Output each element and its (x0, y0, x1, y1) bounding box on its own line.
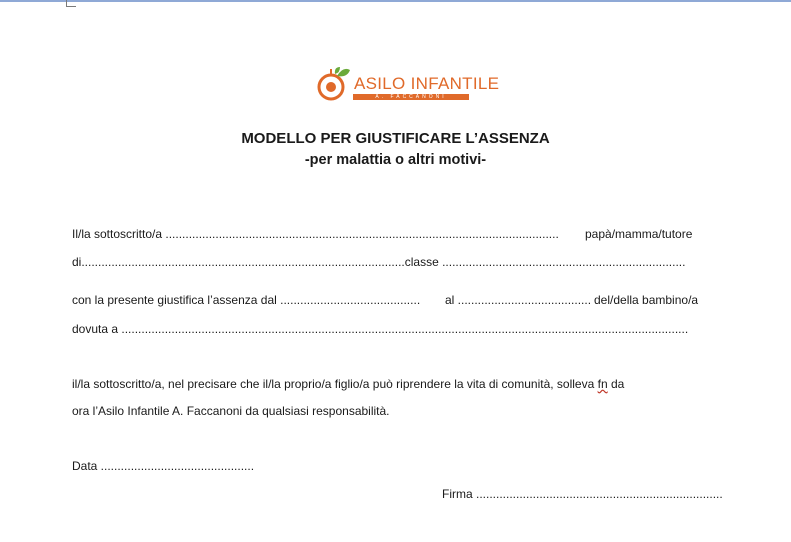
logo-name: ASILO INFANTILE (354, 74, 500, 93)
declaration-text-end: da (610, 377, 625, 391)
field-sottoscritto[interactable]: Il/la sottoscritto/a ...................................................................................................................... (72, 227, 559, 241)
logo-subtitle: A. FACCANONI (375, 94, 447, 100)
field-firma[interactable]: Firma .......................................................................... (442, 487, 723, 501)
page-corner-mark (66, 0, 76, 7)
misspelled-word: fn (597, 377, 608, 391)
field-dovuta-a[interactable]: dovuta a .......................................................................................................................................................................... (72, 322, 689, 336)
field-data[interactable]: Data .............................................. (72, 459, 255, 473)
document-subtitle: -per malattia o altri motivi- (304, 152, 487, 168)
label-relationship: papà/mamma/tutore (585, 227, 693, 241)
stylized-child-leaf-icon (315, 66, 353, 104)
declaration-text: il/la sottoscritto/a, nel precisare che il/la proprio/a figlio/a può riprendere la vita di comunità, solleva (72, 377, 595, 391)
field-di-classe[interactable]: di.................................................................................................classe ......................................................................... (72, 255, 686, 269)
declaration-line-1 (72, 377, 624, 392)
label-bambino: del/della bambino/a (594, 293, 699, 307)
field-assenza-dal[interactable]: con la presente giustifica l’assenza dal .......................................... (72, 293, 421, 307)
logo-subtitle-bar (353, 94, 469, 100)
document-title: MODELLO PER GIUSTIFICARE L’ASSENZA (241, 130, 550, 147)
asilo-logo (315, 66, 500, 104)
declaration-line-2: ora l’Asilo Infantile A. Faccanoni da qualsiasi responsabilità. (72, 404, 390, 418)
window-top-border (0, 0, 791, 2)
field-assenza-al[interactable]: al ........................................ (445, 293, 592, 307)
